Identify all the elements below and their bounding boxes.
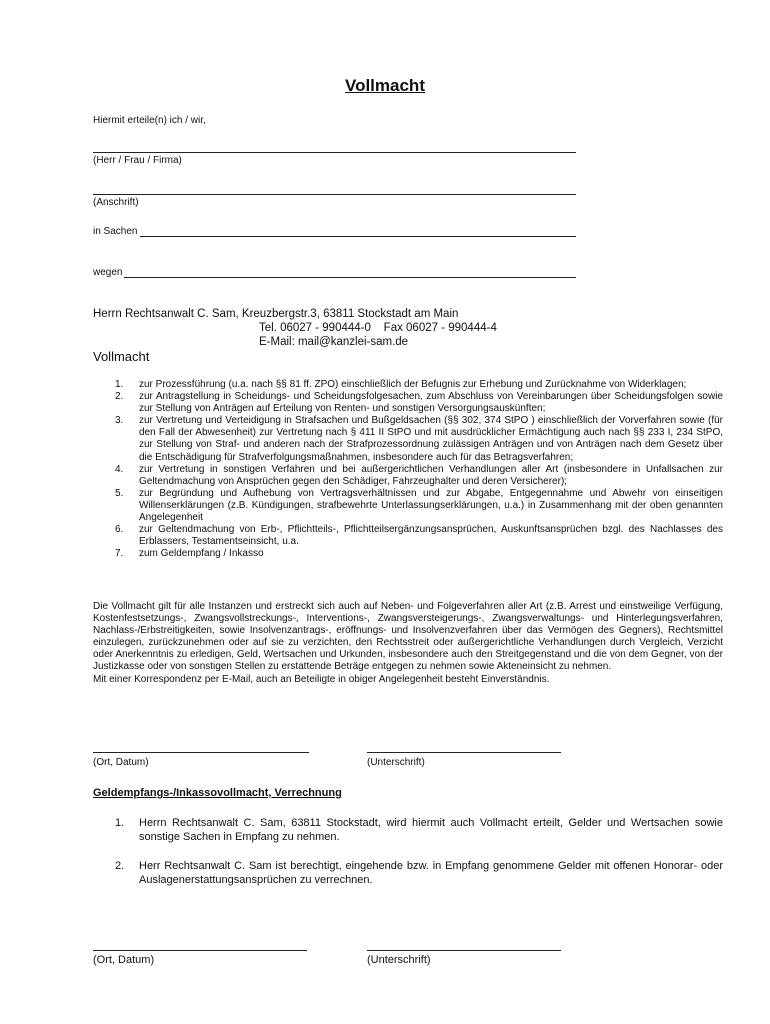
reason-field-label: wegen: [93, 267, 123, 278]
case-field-line[interactable]: [140, 236, 576, 237]
signature-line[interactable]: [367, 752, 561, 753]
list-item: 4. zur Vertretung in sonstigen Verfahren und bei außergerichtlichen Verhandlungen aller Art (insbesondere in Unfallsachen zur Geltendmachung von Ansprüchen gegen den Schädiger, Fahrzeughalter und deren Versicherer);: [115, 463, 723, 487]
intro-text: Hiermit erteile(n) ich / wir,: [93, 115, 206, 126]
name-field-line[interactable]: [93, 152, 576, 153]
place-date-line-2[interactable]: [93, 950, 307, 951]
list-item: 1. zur Prozessführung (u.a. nach §§ 81 ff. ZPO) einschließlich der Befugnis zur Erhebung und Zurücknahme von Widerklagen;: [115, 379, 687, 390]
list-item: 2. Herr Rechtsanwalt C. Sam ist berechtigt, eingehende bzw. in Empfang genommene Gelder mit offenen Honorar- oder Auslagenerstattungsansprüchen zu verrechnen.: [115, 860, 723, 886]
power-of-attorney-list: [93, 379, 723, 560]
list-item: 1. Herrn Rechtsanwalt C. Sam, 63811 Stockstadt, wird hiermit auch Vollmacht erteilt, Gelder und Wertsachen sowie sonstige Sachen in Empfang zu nehmen.: [115, 817, 723, 843]
list-item: 2. zur Antragstellung in Scheidungs- und Scheidungsfolgesachen, zum Abschluss von Vereinbarungen über Scheidungsfolgen sowie zur Stellung von Anträgen auf Erteilung von Renten- und sonstigen Versorgungsauskünften;: [115, 391, 723, 415]
list-item: 6. zur Geltendmachung von Erb-, Pflichtteils-, Pflichtteilsergänzungsansprüchen, Auskunftsansprüchen bzgl. des Nachlasses des Erblassers, Testamentseinsicht, u.a.: [115, 524, 723, 548]
section2-heading: Geldempfangs-/Inkassovollmacht, Verrechnung: [93, 787, 342, 799]
firm-address: Herrn Rechtsanwalt C. Sam, Kreuzbergstr.3, 63811 Stockstadt am Main: [93, 308, 459, 320]
place-date-label: (Ort, Datum): [93, 757, 149, 768]
list-item: 7. zum Geldempfang / Inkasso: [115, 548, 264, 560]
firm-email: E-Mail: mail@kanzlei-sam.de: [259, 336, 409, 348]
signature-label-2: (Unterschrift): [367, 954, 431, 966]
document-title: Vollmacht: [345, 76, 425, 95]
section1-heading: Vollmacht: [93, 349, 150, 364]
case-field-label: in Sachen: [93, 226, 138, 237]
address-field-line[interactable]: [93, 194, 576, 195]
address-field-label: (Anschrift): [93, 197, 139, 208]
place-date-label-2: (Ort, Datum): [93, 954, 155, 966]
firm-phone-fax: Tel. 06027 - 990444-0 Fax 06027 - 990444-4: [259, 322, 497, 334]
signature-line-2[interactable]: [367, 950, 561, 951]
email-consent-text: Mit einer Korrespondenz per E-Mail, auch an Beteiligte in obiger Angelegenheit besteht Einverständnis.: [93, 673, 550, 685]
list-item: 5. zur Begründung und Aufhebung von Vertragsverhältnissen und zur Abgabe, Entgegennahme und Abwehr von einseitigen Willenserklärungen (z.B. Kündigungen, strafbewehrte Unterlassungserklärungen, u.a.) in Zusammenhang mit der oben genannten Angelegenheit: [115, 487, 723, 524]
collection-authority-list: [93, 816, 723, 902]
scope-text: Die Vollmacht gilt für alle Instanzen und erstreckt sich auch auf Neben- und Folgeverfahren aller Art (z.B. Arrest und einstweilige Verfügung, Kostenfestsetzungs-, Zwangsvollstreckungs-, Interventions-, Zwangsversteigerungs-, Zwangsverwaltungs- und Hinterlegungsverfahren, Nachlass-/Erbstreitigkeiten, sowie Insolvenzantrags-, eröffnungs- und Insolvenzverfahren über das Vermögen des Gegners), Rechtsmittel einzulegen, zurückzunehmen oder auf sie zu verzichten, den Rechtsstreit oder außergerichtliche Verhandlungen durch Vergleich, Verzicht oder Anerkenntnis zu erledigen, Geld, Wertsachen und Urkunden, insbesondere auch den Streitgegenstand und die von dem Gegner, von der Justizkasse oder von sonstigen Stellen zu erstattende Beträge entgegen zu nehmen sowie Akteneinsicht zu nehmen.: [93, 601, 723, 673]
place-date-line[interactable]: [93, 752, 309, 753]
signature-label: (Unterschrift): [367, 757, 425, 768]
list-item: 3. zur Vertretung und Verteidigung in Strafsachen und Bußgeldsachen (§§ 302, 374 StPO ) einschließlich der Vorverfahren sowie (für den Fall der Abwesenheit) zur Vertretung nach § 411 II StPO und mit ausdrücklicher Ermächtigung auch nach §§ 233 I, 234 StPO, zur Stellung von Straf- und anderen nach der Strafprozessordnung zulässigen Anträgen und von Anträgen nach dem Gesetz über die Entschädigung für Strafverfolgungsmaßnahmen, insbesondere auch für das Betragsverfahren;: [115, 415, 723, 463]
reason-field-line[interactable]: [124, 277, 576, 278]
name-field-label: (Herr / Frau / Firma): [93, 155, 182, 166]
scope-paragraph: [93, 601, 723, 686]
